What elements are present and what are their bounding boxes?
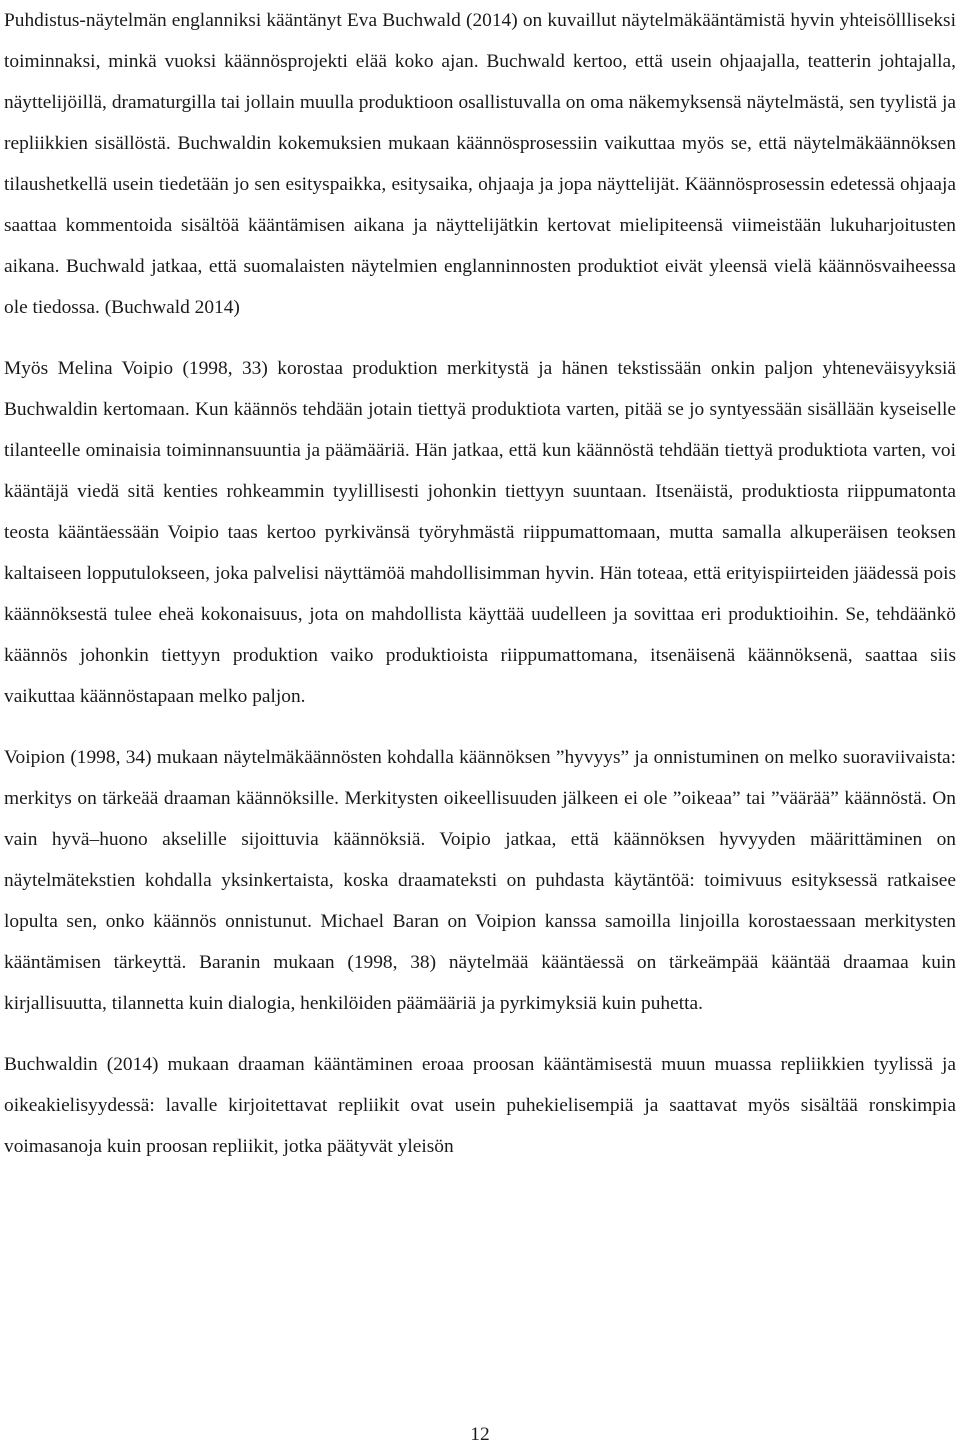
document-page	[4, 0, 956, 1167]
page-number: 12	[470, 1424, 490, 1445]
paragraph-buchwald-collaboration: Puhdistus-näytelmän englanniksi kääntänyt Eva Buchwald (2014) on kuvaillut näytelmäkääntämistä hyvin yhteisöllliseksi toiminnaksi, minkä vuoksi käännösprojekti elää koko ajan. Buchwald kertoo, että usein ohjaajalla, teatterin johtajalla, näyttelijöillä, dramaturgilla tai jollain muulla produktioon osallistuvalla on oma näkemyksensä näytelmästä, sen tyylistä ja repliikkien sisällöstä. Buchwaldin kokemuksien mukaan käännösprosessiin vaikuttaa myös se, että näytelmäkäännöksen tilaushetkellä usein tiedetään jo sen esityspaikka, esitysaika, ohjaaja ja jopa näyttelijät. Käännösprosessin edetessä ohjaaja saattaa kommentoida sisältöä kääntämisen aikana ja näyttelijätkin kertovat mielipiteensä viimeistään lukuharjoitusten aikana. Buchwald jatkaa, että suomalaisten näytelmien englanninnosten produktiot eivät yleensä vielä käännösvaiheessa ole tiedossa. (Buchwald 2014)	[4, 10, 956, 318]
paragraph-voipio-production: Myös Melina Voipio (1998, 33) korostaa produktion merkitystä ja hänen tekstissään onkin paljon yhteneväisyyksiä Buchwaldin kertomaan. Kun käännös tehdään jotain tiettyä produktiota varten, pitää se jo syntyessään sisällään kyseiselle tilanteelle ominaisia toiminnansuuntia ja päämääriä. Hän jatkaa, että kun käännöstä tehdään tiettyä produktiota varten, voi kääntäjä viedä sitä kenties rohkeammin tyylillisesti johonkin tiettyyn suuntaan. Itsenäistä, produktiosta riippumatonta teosta kääntäessään Voipio taas kertoo pyrkivänsä työryhmästä riippumattomaan, mutta samalla alkuperäisen teoksen kaltaiseen lopputulokseen, joka palvelisi näyttämöä mahdollisimman hyvin. Hän toteaa, että erityispiirteiden jäädessä pois käännöksestä tulee eheä kokonaisuus, jota on mahdollista käyttää uudelleen ja sovittaa eri produktioihin. Se, tehdäänkö käännös johonkin tiettyyn produktion vaiko produktioista riippumattomana, itsenäisenä käännöksenä, saattaa siis vaikuttaa käännöstapaan melko paljon.	[4, 358, 956, 707]
paragraph-voipio-quality: Voipion (1998, 34) mukaan näytelmäkäännösten kohdalla käännöksen ”hyvyys” ja onnistuminen on melko suoraviivaista: merkitys on tärkeää draaman käännöksille. Merkitysten oikeellisuuden jälkeen ei ole ”oikeaa” tai ”väärää” käännöstä. On vain hyvä–huono akselille sijoittuvia käännöksiä. Voipio jatkaa, että käännöksen hyvyyden määrittäminen on näytelmätekstien kohdalla yksinkertaista, koska draamateksti on puhdasta käytäntöä: toimivuus esityksessä ratkaisee lopulta sen, onko käännös onnistunut. Michael Baran on Voipion kanssa samoilla linjoilla korostaessaan merkitysten kääntämisen tärkeyttä. Baranin mukaan (1998, 38) näytelmää kääntäessä on tärkeämpää kääntää draamaa kuin kirjallisuutta, tilannetta kuin dialogia, henkilöiden päämääriä ja pyrkimyksiä kuin puhetta.	[4, 747, 956, 1014]
paragraph-buchwald-drama-vs-prose: Buchwaldin (2014) mukaan draaman kääntäminen eroaa proosan kääntämisestä muun muassa repliikkien tyylissä ja oikeakielisyydessä: lavalle kirjoitettavat repliikit ovat usein puhekielisempiä ja saattavat myös sisältää ronskimpia voimasanoja kuin proosan repliikit, jotka päätyvät yleisön	[4, 1054, 956, 1157]
